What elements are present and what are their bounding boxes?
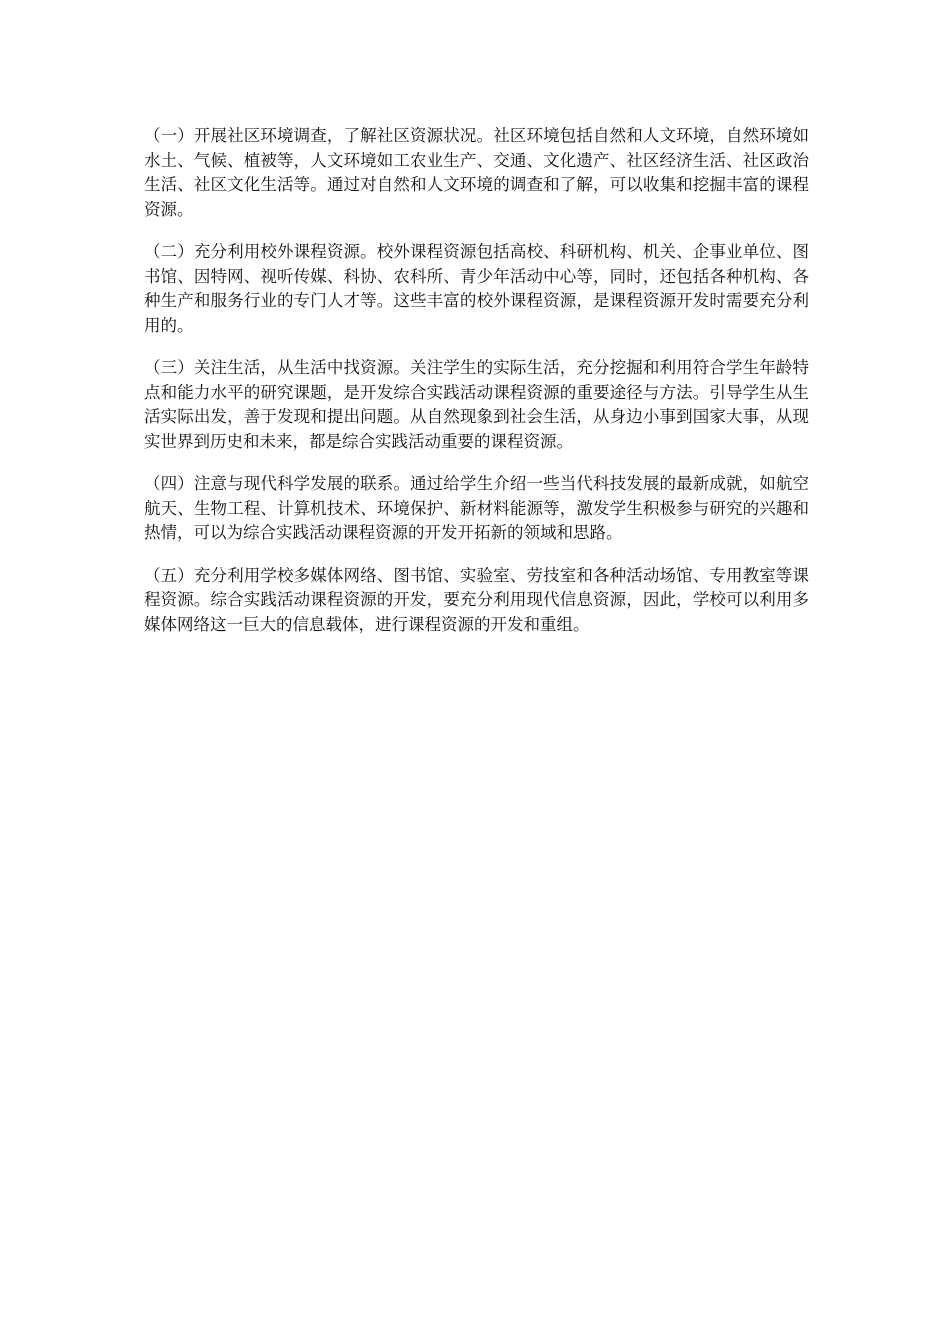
document-body bbox=[144, 124, 809, 655]
paragraph-4: （四）注意与现代科学发展的联系。通过给学生介绍一些当代科技发展的最新成就，如航空航天、生物工程、计算机技术、环境保护、新材料能源等，激发学生积极参与研究的兴趣和热情，可以为综合实践活动课程资源的开发开拓新的领域和思路。 bbox=[144, 474, 809, 542]
paragraph-1: （一）开展社区环境调查，了解社区资源状况。社区环境包括自然和人文环境，自然环境如水土、气候、植被等，人文环境如工农业生产、交通、文化遗产、社区经济生活、社区政治生活、社区文化生活等。通过对自然和人文环境的调查和了解，可以收集和挖掘丰富的课程资源。 bbox=[144, 126, 809, 219]
paragraph-5: （五）充分利用学校多媒体网络、图书馆、实验室、劳技室和各种活动场馆、专用教室等课程资源。综合实践活动课程资源的开发，要充分利用现代信息资源，因此，学校可以利用多媒体网络这一巨大的信息载体，进行课程资源的开发和重组。 bbox=[144, 565, 809, 634]
paragraph-2: （二）充分利用校外课程资源。校外课程资源包括高校、科研机构、机关、企事业单位、图书馆、因特网、视听传媒、科协、农科所、青少年活动中心等，同时，还包括各种机构、各种生产和服务行业的专门人才等。这些丰富的校外课程资源，是课程资源开发时需要充分利用的。 bbox=[144, 242, 809, 335]
paragraph-3: （三）关注生活，从生活中找资源。关注学生的实际生活，充分挖掘和利用符合学生年龄特点和能力水平的研究课题，是开发综合实践活动课程资源的重要途径与方法。引导学生从生活实际出发，善于发现和提出问题。从自然现象到社会生活，从身边小事到国家大事，从现实世界到历史和未来，都是综合实践活动重要的课程资源。 bbox=[144, 358, 809, 451]
